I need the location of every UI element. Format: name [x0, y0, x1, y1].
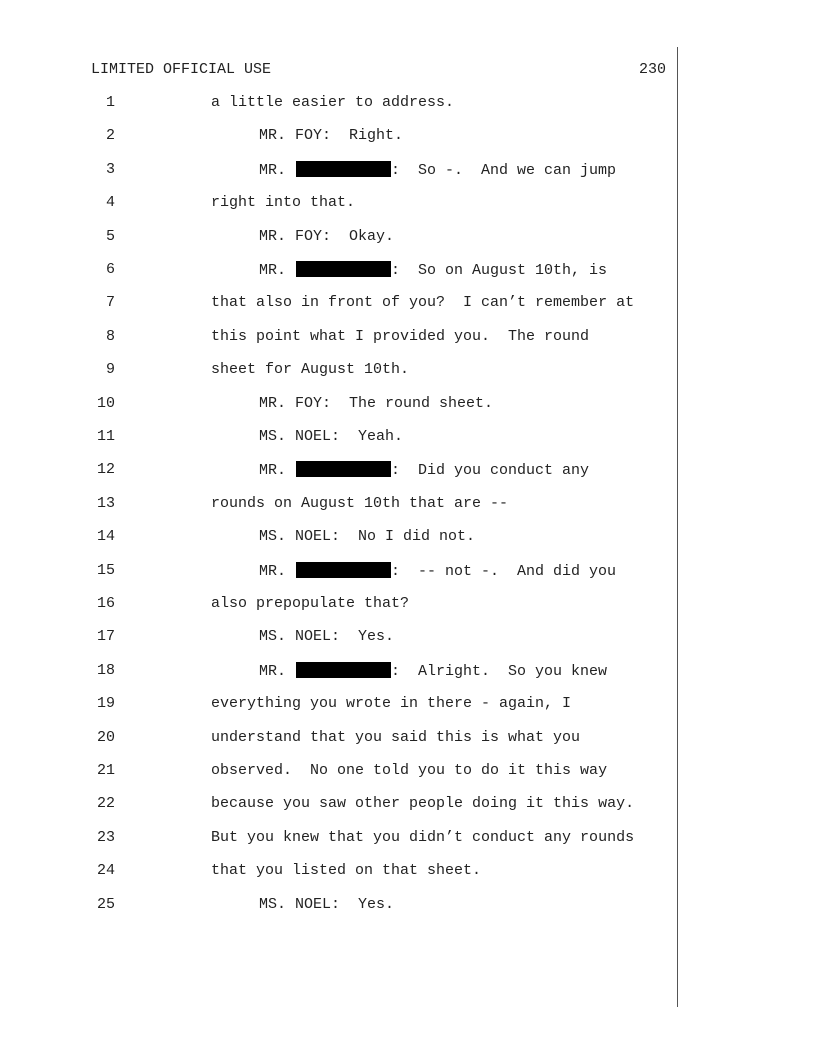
line-text-main: observed. No one told you to do it this way — [211, 762, 608, 779]
line-text-main: MR. — [259, 562, 287, 580]
page-number: 230 — [638, 61, 666, 78]
line-text-main: MS. NOEL: Yes. — [259, 895, 395, 913]
line-text-main: rounds on August 10th that are -- — [211, 494, 509, 512]
line-text — [211, 862, 481, 879]
line-number: 13 — [96, 494, 115, 512]
line-text — [211, 829, 634, 846]
redaction-box — [296, 161, 391, 177]
line-text — [211, 294, 634, 311]
line-number: 20 — [96, 728, 115, 746]
line-text — [259, 562, 616, 580]
line-text-main: also prepopulate that? — [211, 595, 410, 612]
line-number: 11 — [96, 428, 115, 445]
line-text-continued: : Alright. So you knew — [391, 662, 608, 680]
line-number: 1 — [105, 94, 115, 111]
line-text-main: MS. NOEL: Yes. — [259, 628, 395, 646]
transcript-line — [0, 428, 680, 448]
line-number: 24 — [96, 862, 115, 880]
line-number: 7 — [105, 294, 115, 312]
transcript-line — [0, 628, 680, 648]
line-text — [259, 261, 607, 279]
line-text-continued: : So -. And we can jump — [391, 161, 617, 179]
line-number: 21 — [96, 762, 115, 779]
line-number: 23 — [96, 828, 115, 846]
line-text-main: MR. — [259, 662, 287, 680]
transcript-line — [0, 161, 680, 181]
line-text-main: But you knew that you didn’t conduct any rounds — [211, 828, 635, 846]
line-text — [211, 729, 580, 746]
line-number: 16 — [96, 595, 115, 612]
line-text-main: MS. NOEL: No I did not. — [259, 528, 476, 546]
line-number: 5 — [105, 227, 115, 245]
line-number: 17 — [96, 628, 115, 646]
transcript-line — [0, 829, 680, 849]
line-text-main: right into that. — [211, 194, 356, 212]
line-text — [259, 628, 394, 645]
transcript-line — [0, 495, 680, 515]
line-number: 19 — [96, 695, 115, 713]
line-text — [211, 495, 508, 512]
transcript-line — [0, 528, 680, 548]
redaction-box — [296, 562, 391, 578]
line-number: 6 — [105, 261, 115, 278]
line-text — [211, 194, 355, 211]
transcript-line — [0, 795, 680, 815]
line-text-main: MR. FOY: Okay. — [259, 227, 395, 245]
transcript-line — [0, 228, 680, 248]
line-number: 22 — [96, 795, 115, 813]
line-text-main: a little easier to address. — [211, 94, 455, 111]
transcript-line — [0, 395, 680, 415]
line-number: 14 — [96, 528, 115, 546]
line-text-main: MR. — [259, 262, 287, 279]
redaction-box — [296, 662, 391, 678]
line-number: 15 — [96, 561, 115, 579]
transcript-line — [0, 662, 680, 682]
transcript-line — [0, 595, 680, 615]
transcript-line — [0, 261, 680, 281]
classification-header: LIMITED OFFICIAL USE — [91, 61, 272, 78]
transcript-line — [0, 361, 680, 381]
line-text — [259, 461, 589, 479]
line-text — [259, 228, 394, 245]
line-number: 8 — [105, 327, 115, 345]
line-text-continued: : So on August 10th, is — [391, 262, 608, 279]
transcript-line — [0, 695, 680, 715]
line-text-main: MR. — [259, 161, 287, 179]
line-text — [259, 161, 616, 179]
redaction-box — [296, 461, 391, 477]
transcript-line — [0, 127, 680, 147]
line-text — [211, 795, 634, 812]
transcript-line — [0, 762, 680, 782]
line-number: 18 — [96, 661, 115, 679]
transcript-line — [0, 294, 680, 314]
line-text-main: this point what I provided you. The round — [211, 327, 590, 345]
line-text — [259, 662, 607, 680]
transcript-line — [0, 94, 680, 114]
line-number: 2 — [105, 127, 115, 145]
line-text — [211, 361, 409, 378]
line-text — [259, 428, 403, 445]
line-text — [259, 395, 493, 412]
line-text-main: MR. — [259, 462, 287, 480]
transcript-line — [0, 461, 680, 481]
line-text — [259, 528, 475, 545]
line-text — [211, 762, 607, 779]
line-text-main: sheet for August 10th. — [211, 361, 410, 379]
line-text-main: MR. FOY: The round sheet. — [259, 394, 494, 412]
line-number: 12 — [96, 461, 115, 479]
line-text — [259, 127, 403, 144]
line-text-main: that you listed on that sheet. — [211, 862, 482, 880]
line-text-main: everything you wrote in there - again, I — [211, 695, 572, 713]
transcript-line — [0, 862, 680, 882]
line-text-main: that also in front of you? I can’t remember at — [211, 294, 635, 312]
line-number: 9 — [105, 361, 115, 379]
line-text-main: because you saw other people doing it this way. — [211, 795, 635, 813]
line-text — [211, 695, 571, 712]
line-number: 10 — [96, 394, 115, 412]
transcript-line — [0, 896, 680, 916]
line-text-main: MS. NOEL: Yeah. — [259, 428, 404, 445]
line-number: 4 — [105, 194, 115, 212]
line-number: 25 — [96, 895, 115, 913]
line-text — [211, 595, 409, 612]
redaction-box — [296, 261, 391, 277]
line-text-continued: : Did you conduct any — [391, 462, 590, 480]
line-text-continued: : -- not -. And did you — [391, 562, 617, 580]
transcript-line — [0, 562, 680, 582]
line-text — [259, 896, 394, 913]
line-text-main: understand that you said this is what you — [211, 728, 581, 746]
line-text — [211, 328, 589, 345]
transcript-line — [0, 194, 680, 214]
transcript-line — [0, 729, 680, 749]
line-text — [211, 94, 454, 111]
line-text-main: MR. FOY: Right. — [259, 127, 404, 145]
transcript-line — [0, 328, 680, 348]
line-number: 3 — [105, 160, 115, 178]
